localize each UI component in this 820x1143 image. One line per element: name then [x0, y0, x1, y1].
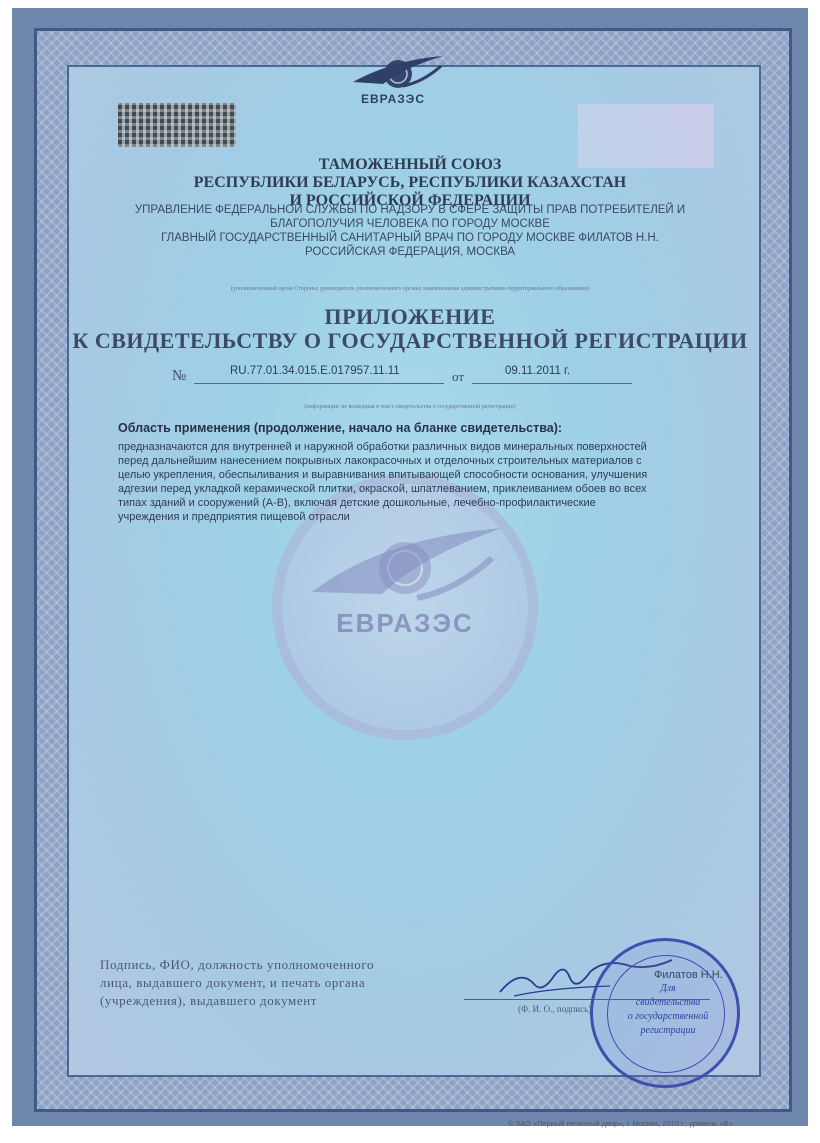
signature-label-line: лица, выдавшего документ, и печать органа	[100, 975, 366, 990]
union-line-2: РЕСПУБЛИКИ БЕЛАРУСЬ, РЕСПУБЛИКИ КАЗАХСТАН	[193, 174, 627, 191]
emblem-caption: ЕВРАЗЭС	[361, 92, 426, 106]
date-mark: от	[452, 369, 465, 384]
number-underline	[194, 383, 444, 384]
authority-fine-print: (уполномоченный орган Стороны; руководитель уполномоченного органа; наименование административно-территориального образования)	[230, 286, 590, 292]
info-fine-print: (информация, не вошедшая в текст свидетельства о государственной регистрации)	[304, 404, 516, 410]
signer-name: Филатов Н.Н.	[654, 969, 723, 981]
org-line-2: БЛАГОПОЛУЧИЯ ЧЕЛОВЕКА ПО ГОРОДУ МОСКВЕ	[270, 218, 550, 230]
scope-heading: Область применения (продолжение, начало на бланке свидетельства):	[118, 421, 563, 435]
org-line-1: УПРАВЛЕНИЕ ФЕДЕРАЛЬНОЙ СЛУЖБЫ ПО НАДЗОРУ В СФЕРЕ ЗАЩИТЫ ПРАВ ПОТРЕБИТЕЛЕЙ И	[134, 204, 686, 216]
printer-footer: © ЗАО «Первый печатный двор», г. Москва, 2010 г., уровень «В».	[508, 1119, 735, 1128]
eurasec-emblem-top	[343, 52, 453, 110]
signature-label-line: (учреждения), выдавшего документ	[100, 993, 318, 1008]
scope-line: предназначаются для внутренней и наружной обработки различных видов минеральных поверхностей	[118, 441, 647, 453]
registration-date: 09.11.2011 г.	[505, 365, 571, 377]
scope-line: учреждения и предприятия пищевой отрасли	[118, 511, 350, 523]
stamp-text-line: о государственной	[627, 1011, 709, 1022]
watermark-caption: ЕВРАЗЭС	[336, 608, 474, 638]
scope-line: типах зданий и сооружений (А-В), включая детские дошкольные, лечебно-профилактические	[118, 497, 596, 509]
stamp-text-line: регистрации	[640, 1025, 696, 1036]
union-line-1: ТАМОЖЕННЫЙ СОЮЗ	[318, 156, 502, 173]
number-mark: №	[172, 368, 187, 384]
document-subtitle: К СВИДЕТЕЛЬСТВУ О ГОСУДАРСТВЕННОЙ РЕГИСТРАЦИИ	[72, 328, 748, 353]
scope-line: перед дальнейшим нанесением покрывных лакокрасочных и отделочных строительных материалов с	[118, 455, 642, 467]
fio-caption: (Ф. И. О., подпись)	[518, 1004, 592, 1014]
registration-number: RU.77.01.34.015.Е.017957.11.11	[230, 365, 400, 377]
union-line-3: И РОССИЙСКОЙ ФЕДЕРАЦИИ	[289, 192, 531, 209]
hologram-sticker	[118, 103, 236, 147]
scope-line: целью укрепления, обеспыливания и выравнивания впитывающей способности основания, улучшения	[118, 469, 648, 481]
document-title: ПРИЛОЖЕНИЕ	[324, 304, 496, 329]
signature-label-line: Подпись, ФИО, должность уполномоченного	[100, 957, 375, 972]
org-line-4: РОССИЙСКАЯ ФЕДЕРАЦИЯ, МОСКВА	[304, 246, 516, 258]
scope-line: адгезии перед укладкой керамической плитки, окраской, шпатлеванием, приклеиванием обоев во всех	[118, 483, 647, 495]
stamp-text-line: Для	[660, 983, 676, 994]
stamp-text-line: свидетельства	[635, 997, 701, 1008]
official-round-stamp	[590, 938, 740, 1088]
date-underline	[472, 383, 632, 384]
org-line-3: ГЛАВНЫЙ ГОСУДАРСТВЕННЫЙ САНИТАРНЫЙ ВРАЧ ПО ГОРОДУ МОСКВЕ ФИЛАТОВ Н.Н.	[161, 232, 659, 244]
